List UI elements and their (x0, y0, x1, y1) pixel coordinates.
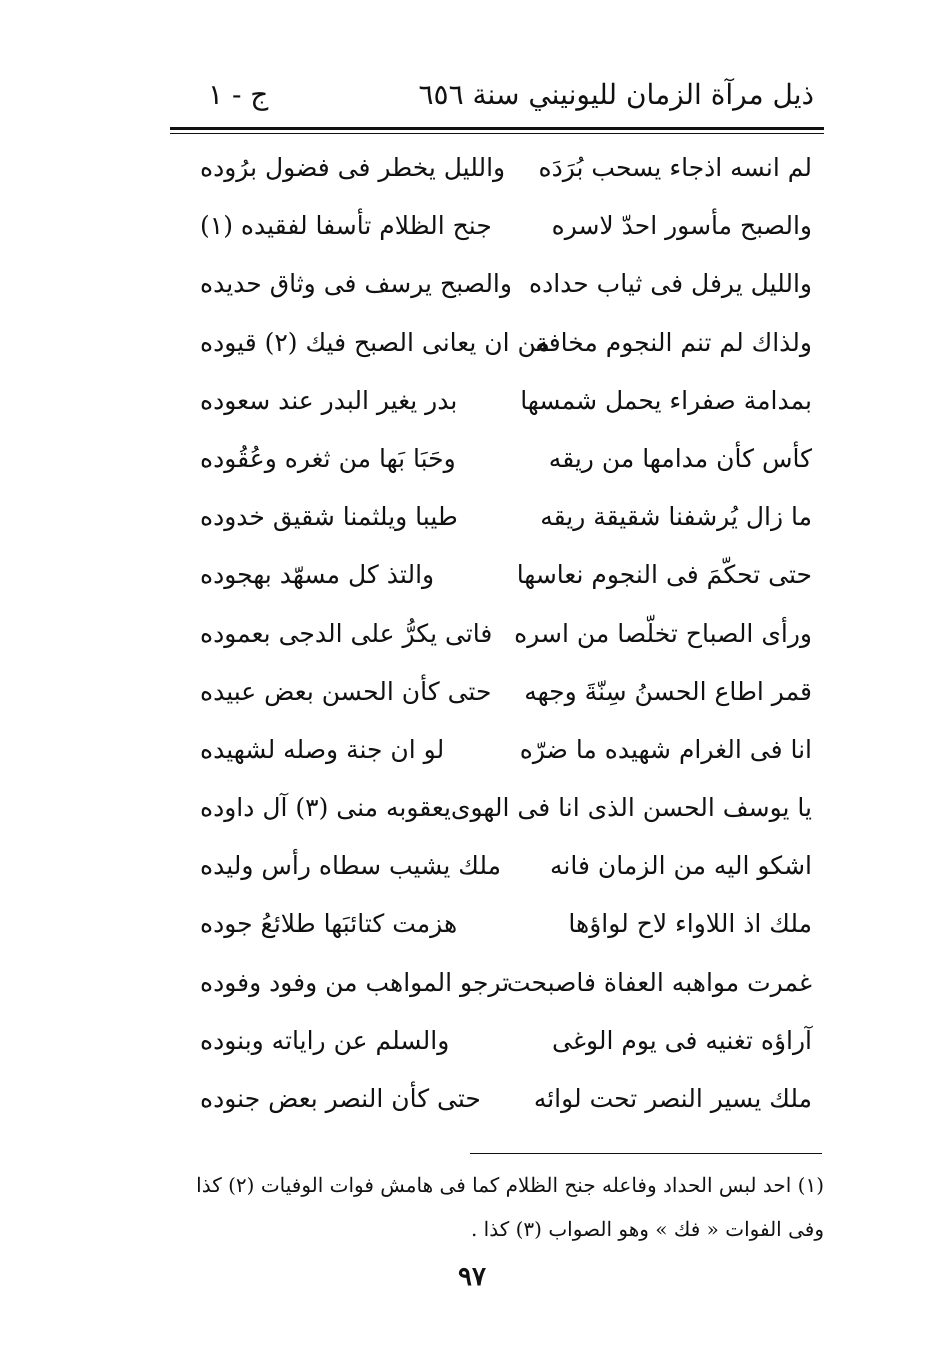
verse-line (200, 841, 812, 899)
verse-first-hemistich: قمر اطاع الحسنُ سِنّةَ وجهه (524, 676, 812, 706)
verse-line (200, 1016, 812, 1074)
footnote-line: (١) احد لبس الحداد وفاعله جنح الظلام كما فى هامش فوات الوفيات (٢) كذا (196, 1173, 824, 1197)
verse-line (200, 783, 812, 841)
verse-line (200, 725, 812, 783)
verse-line (200, 434, 812, 492)
verse-first-hemistich: اشكو اليه من الزمان فانه (550, 851, 812, 881)
verse-second-hemistich: حتى كأن الحسن بعض عبيده (200, 676, 492, 706)
verse-first-hemistich: ما زال يُرشفنا شقيقة ريقه (540, 502, 812, 532)
verse-second-hemistich: بدر يغير البدر عند سعوده (200, 385, 458, 415)
verse-first-hemistich: آراؤه تغنيه فى يوم الوغى (552, 1025, 812, 1055)
verse-line (200, 492, 812, 550)
verse-line (200, 143, 812, 201)
verse-second-hemistich: ترجو المواهب من وفود وفوده (200, 967, 510, 997)
verse-line (200, 667, 812, 725)
poem-verses (200, 143, 812, 1132)
verse-line (200, 376, 812, 434)
verse-second-hemistich: والليل يخطر فى فضول برُوده (200, 153, 506, 182)
verse-second-hemistich: يعقوبه منى (٣) آل داوده (200, 793, 451, 823)
verse-second-hemistich: والصبح يرسف فى وثاق حديده (200, 269, 512, 299)
verse-first-hemistich: غمرت مواهبه العفاة فاصبحت (506, 967, 812, 997)
verse-second-hemistich: لو ان جنة وصله لشهيده (200, 734, 445, 764)
verse-line (200, 1074, 812, 1132)
volume-number: ج - ١ (208, 78, 269, 111)
verse-line (200, 318, 812, 376)
verse-second-hemistich: طيبا ويلثمنا شقيق خدوده (200, 502, 458, 532)
verse-line (200, 899, 812, 957)
verse-second-hemistich: فاتى يكرُّ على الدجى بعموده (200, 618, 493, 648)
verse-first-hemistich: والصبح مأسور احدّ لاسره (551, 211, 812, 241)
verse-line (200, 958, 812, 1016)
verse-second-hemistich: حتى كأن النصر بعض جنوده (200, 1084, 481, 1113)
verse-second-hemistich: ملك يشيب سطاه رأس وليده (200, 851, 502, 881)
verse-second-hemistich: وحَبَا بَها من ثغره وعُقُوده (200, 443, 456, 473)
footnote-line: وفى الفوات « فك » وهو الصواب (٣) كذا . (470, 1217, 824, 1241)
verse-second-hemistich: جنح الظلام تأسفا لفقيده (١) (200, 211, 492, 241)
verse-first-hemistich: انا فى الغرام شهيده ما ضرّه (519, 734, 812, 764)
verse-first-hemistich: حتى تحكّمَ فى النجوم نعاسها (516, 560, 812, 590)
verse-first-hemistich: ملك اذ اللاواء لاح لواؤها (568, 909, 812, 939)
verse-second-hemistich: والتذ كل مسهّد بهجوده (200, 560, 435, 590)
verse-second-hemistich: والسلم عن راياته وبنوده (200, 1025, 450, 1055)
verse-first-hemistich: كأس كأن مدامها من ريقه (548, 443, 812, 473)
verse-first-hemistich: يا يوسف الحسن الذى انا فى الهوى (450, 793, 812, 823)
running-title: ذيل مرآة الزمان لليونيني سنة ٦٥٦ (418, 78, 814, 111)
verse-first-hemistich: بمدامة صفراء يحمل شمسها (520, 385, 812, 415)
header-rule-thin (170, 133, 824, 134)
verse-line (200, 609, 812, 667)
verse-second-hemistich: هزمت كتائبَها طلائعُ جوده (200, 909, 458, 939)
verse-first-hemistich: ملك يسير النصر تحت لوائه (533, 1084, 812, 1113)
running-header (170, 78, 824, 118)
verse-first-hemistich: لم انسه اذجاء يسحب بُرَدَه (538, 153, 812, 182)
verse-line (200, 201, 812, 259)
page-number: ٩٧ (458, 1262, 486, 1292)
verse-first-hemistich: والليل يرفل فى ثياب حداده (528, 269, 812, 299)
header-rule-thick (170, 127, 824, 130)
verse-second-hemistich: من ان يعانى الصبح فيك (٢) قيوده (200, 327, 550, 357)
footnotes (170, 1163, 824, 1251)
footnote-rule (470, 1153, 822, 1154)
verse-first-hemistich: ورأى الصباح تخلّصا من اسره (514, 618, 812, 648)
verse-first-hemistich: ولذاك لم تنم النجوم مخافة (535, 327, 812, 357)
verse-line (200, 550, 812, 608)
verse-line (200, 259, 812, 317)
